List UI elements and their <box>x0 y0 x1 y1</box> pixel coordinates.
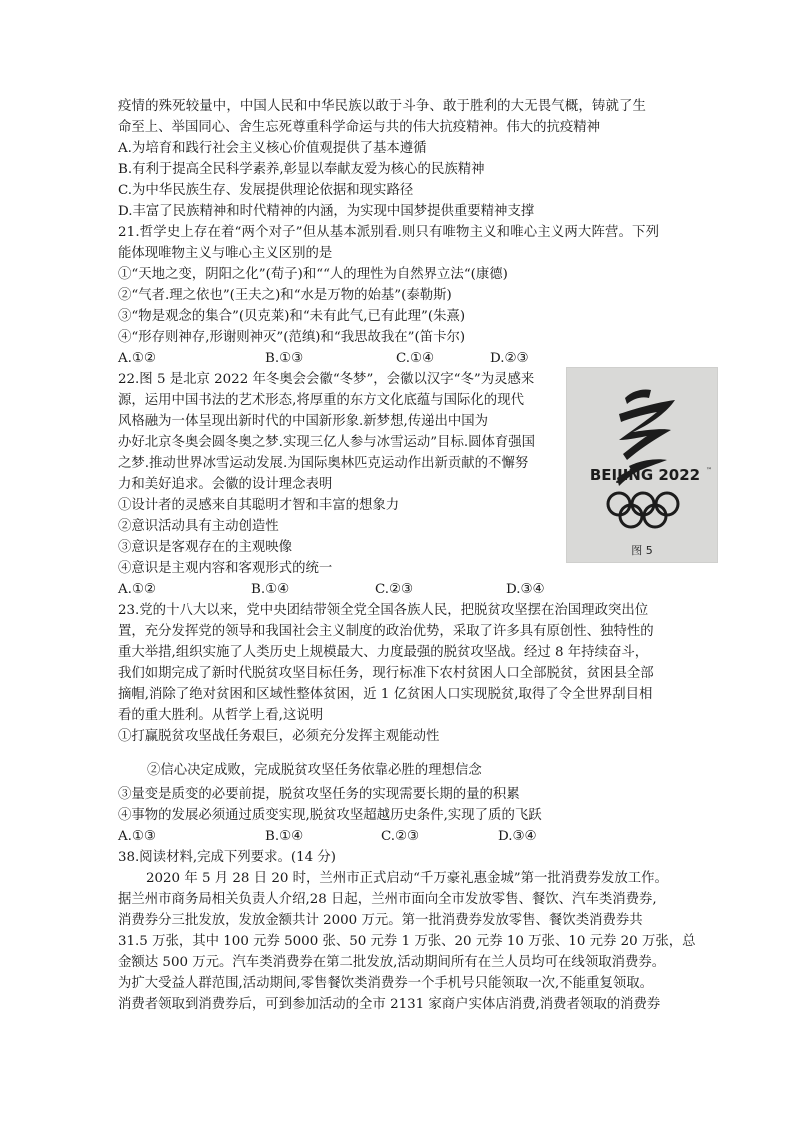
choice-d: D.③④ <box>506 582 545 597</box>
logo-text: BEIJING 2022 <box>589 466 701 484</box>
question-22-stem: 风格融为一体呈现出新时代的中国新形象.新梦想,传递出中国为 <box>118 414 489 429</box>
question-23-stem: 置，充分发挥党的领导和我国社会主义制度的政治优势，采取了许多具有原创性、独特性的 <box>118 624 654 639</box>
question-38-title: 38.阅读材料,完成下列要求。(14 分) <box>118 850 336 865</box>
choice-d: D.③④ <box>498 829 537 844</box>
question-23-options <box>118 827 558 847</box>
question-21-item: ①“天地之变，阴阳之化”(荀子)和““人的理性为自然界立法“(康德) <box>118 267 508 282</box>
choice-a: A.①③ <box>118 829 156 844</box>
question-22-options <box>118 580 558 600</box>
question-21-item: ③“物是观念的集合”(贝克莱)和“未有此气,已有此理”(朱熹) <box>118 309 466 324</box>
option-line: A.为培育和践行社会主义核心价值观提供了基本遵循 <box>118 141 427 156</box>
question-22-stem: 之梦.推动世界冰雪运动发展.为国际奥林匹克运动作出新贡献的不懈努 <box>118 456 529 471</box>
material-paragraph: 金额达 500 万元。汽车类消费券在第二批发放,活动期间所有在兰人员均可在线领取消费券。 <box>118 955 666 970</box>
question-21-item: ②“气者.理之依也”(王夫之)和“水是万物的始基”(泰勒斯) <box>118 288 452 303</box>
trademark-mark: ™ <box>706 467 712 474</box>
choice-b: B.①③ <box>265 351 304 366</box>
material-paragraph: 消费者领取到消费券后，可到参加活动的全市 2131 家商户实体店消费,消费者领取的消费券 <box>118 997 661 1012</box>
text-line: 疫情的殊死较量中，中国人民和中华民族以敢于斗争、敢于胜利的大无畏气概，铸就了生 <box>118 99 647 114</box>
material-paragraph: 据兰州市商务局相关负责人介绍,28 日起，兰州市面向全市发放零售、餐饮、汽车类消费券, <box>118 892 657 907</box>
option-line: C.为中华民族生存、发展提供理论依据和现实路径 <box>118 183 414 198</box>
material-paragraph: 消费券分三批发放，发放金额共计 2000 万元。第一批消费券发放零售、餐饮类消费券共 <box>118 913 643 928</box>
beijing-2022-logo-icon <box>567 368 719 564</box>
question-23-item: ④事物的发展必须通过质变实现,脱贫攻坚超越历史条件,实现了质的飞跃 <box>118 808 542 823</box>
question-23-stem: 23.党的十八大以来，党中央团结带领全党全国各族人民，把脱贫攻坚摆在治国理政突出位 <box>118 603 649 618</box>
question-22-item: ④意识是主观内容和客观形式的统一 <box>118 561 333 576</box>
question-21-stem: 能体现唯物主义与唯心主义区别的是 <box>118 246 333 261</box>
question-23-stem: 摘帽,消除了绝对贫困和区域性整体贫困，近 1 亿贫困人口实现脱贫,取得了令全世界刮目相 <box>118 687 653 702</box>
choice-b: B.①④ <box>251 582 290 597</box>
question-22-stem: 源，运用中国书法的艺术形态,将厚重的东方文化底蕴与国际化的现代 <box>118 393 524 408</box>
question-22-item: ③意识是客观存在的主观映像 <box>118 540 293 555</box>
choice-d: D.②③ <box>490 351 529 366</box>
figure-5-emblem <box>566 367 718 563</box>
choice-c: C.①④ <box>396 351 435 366</box>
question-22-stem: 22.图 5 是北京 2022 年冬奥会会徽“冬梦”，会徽以汉字“冬”为灵感来 <box>118 372 535 387</box>
material-paragraph: 2020 年 5 月 28 日 20 时，兰州市正式启动“千万豪礼惠金城”第一批消费券发放工作。 <box>146 871 668 886</box>
text-line: 命至上、举国同心、舍生忘死尊重科学命运与共的伟大抗疫精神。伟大的抗疫精神 <box>118 120 601 135</box>
choice-c: C.②③ <box>375 582 414 597</box>
question-21-item: ④“形存则神存,形谢则神灭”(范缜)和“我思故我在”(笛卡尔) <box>118 330 466 345</box>
question-22-stem: 力和美好追求。会徽的设计理念表明 <box>118 477 333 492</box>
choice-a: A.①② <box>118 351 156 366</box>
question-23-item: ②信心决定成败，完成脱贫攻坚任务依靠必胜的理想信念 <box>147 763 482 778</box>
question-22-item: ①设计者的灵感来自其聪明才智和丰富的想象力 <box>118 498 400 513</box>
question-23-stem: 我们如期完成了新时代脱贫攻坚目标任务，现行标准下农村贫困人口全部脱贫，贫困县全部 <box>118 666 654 681</box>
choice-b: B.①④ <box>265 829 304 844</box>
choice-a: A.①② <box>118 582 156 597</box>
question-23-item: ③量变是质变的必要前提，脱贫攻坚任务的实现需要长期的量的积累 <box>118 787 520 802</box>
figure-caption: 图 5 <box>631 544 653 557</box>
question-21-options <box>118 349 558 369</box>
question-23-stem: 看的重大胜利。从哲学上看,这说明 <box>118 708 324 723</box>
question-21-stem: 21.哲学史上存在着“两个对子”但从基本派别看.则只有唯物主义和唯心主义两大阵营。下列 <box>118 225 660 240</box>
question-22-item: ②意识活动具有主动创造性 <box>118 519 279 534</box>
question-23-item: ①打赢脱贫攻坚战任务艰巨，必须充分发挥主观能动性 <box>118 729 440 744</box>
option-line: B.有利于提高全民科学素养,彰显以奉献友爱为核心的民族精神 <box>118 162 485 177</box>
material-paragraph: 为扩大受益人群范围,活动期间,零售餐饮类消费券一个手机号只能领取一次,不能重复领取。 <box>118 976 654 991</box>
question-23-stem: 重大举措,组织实施了人类历史上规模最大、力度最强的脱贫攻坚战。经过 8 年持续奋斗， <box>118 645 649 660</box>
option-line: D.丰富了民族精神和时代精神的内涵，为实现中国梦提供重要精神支撑 <box>118 204 535 219</box>
question-22-stem: 办好北京冬奥会圆冬奥之梦.实现三亿人参与冰雪运动”目标.圆体育强国 <box>118 435 536 450</box>
choice-c: C.②③ <box>381 829 420 844</box>
material-paragraph: 31.5 万张，其中 100 元券 5000 张、50 元券 1 万张、20 元券 10 万张、10 元券 20 万张，总 <box>118 934 696 949</box>
